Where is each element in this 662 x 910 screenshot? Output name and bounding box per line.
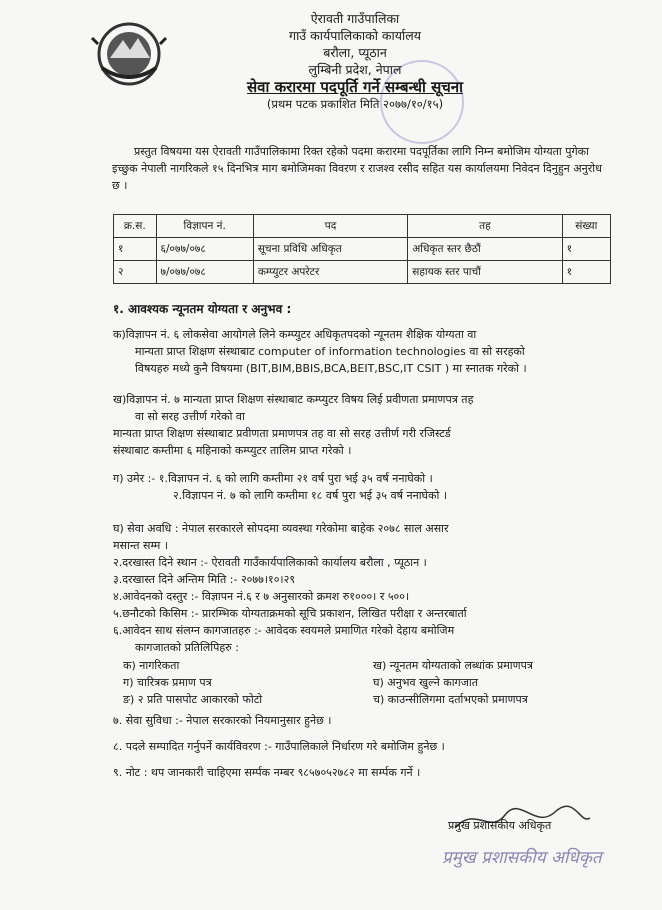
table-cell: ७/०७७/०७८: [156, 261, 253, 284]
designation-stamp: प्रमुख प्रशासकीय अधिकृत: [442, 848, 602, 868]
table-cell: सहायक स्तर पाचौं: [408, 261, 562, 284]
item-8: ८. पदले सम्पादित गर्नुपर्ने कार्यविवरण :- गाउँपालिकाले निर्धारण गरे बमोजिम हुनेछ ।: [113, 740, 445, 753]
document-item: ग) चारित्रक प्रमाण पत्र: [123, 676, 212, 689]
table-cell: ६/०७७/०७८: [156, 238, 253, 261]
list-item: ३.दरखास्त दिने अन्तिम मिति :- २०७७।१०।२९: [113, 573, 296, 586]
table-row: [114, 238, 611, 261]
required-documents: [113, 658, 613, 709]
requirement-line: ख)विज्ञापन नं. ७ मान्यता प्राप्त शिक्षण संस्थाबाट कम्प्युटर विषय लिई प्रवीणता प्रमाणपत्र तह: [113, 393, 474, 406]
letterhead: [190, 10, 520, 113]
document-row: [113, 658, 613, 675]
requirement-line: क)विज्ञापन नं. ६ लोकसेवा आयोगले लिने कम्प्युटर अधिकृतपदको न्यूनतम शैक्षिक योग्यता वा: [113, 328, 477, 341]
list-item: घ) सेवा अवधि : नेपाल सरकारले सोपदमा व्यवस्था गरेकोमा बाहेक २०७८ साल असार: [113, 522, 449, 535]
col-post: पद: [253, 215, 407, 238]
list-item: ४.आवेदनको दस्तुर :- विज्ञापन नं.६ र ७ अनुसारको क्रमश रु१०००। र ५००।: [113, 590, 410, 603]
office-name: गाउँ कार्यपालिकाको कार्यालय: [289, 28, 421, 43]
table-cell: सूचना प्रविधि अधिकृत: [253, 238, 407, 261]
col-sn: क्र.स.: [114, 215, 157, 238]
requirement-line: मान्यता प्राप्त शिक्षण संस्थाबाट computer of information technologies वा सो सरहको: [135, 345, 525, 358]
list-item: कागजातको प्रतिलिपिहरु :: [135, 641, 239, 654]
col-level: तह: [408, 215, 562, 238]
notice-title: सेवा करारमा पदपूर्ति गर्ने सम्बन्धी सूचना: [247, 78, 463, 96]
requirement-line: वा सो सरह उत्तीर्ण गरेको वा: [135, 410, 245, 423]
notice-subtitle: (प्रथम पटक प्रकाशित मिति २०७७/१०/१५): [266, 97, 444, 111]
table-cell: १: [114, 238, 157, 261]
list-item: ५.छनौटको किसिम :- प्रारम्भिक योग्यताक्रमको सूचि प्रकाशन, लिखित परीक्षा र अन्तरबार्ता: [113, 607, 467, 620]
government-emblem: [88, 18, 170, 90]
document-item: क) नागरिकता: [123, 659, 180, 672]
table-cell: १: [562, 261, 610, 284]
office-address: बरौला, प्यूठान: [323, 45, 387, 60]
document-item: घ) अनुभव खुल्ने कागजात: [373, 676, 479, 689]
document-row: [113, 675, 613, 692]
requirement-line: मान्यता प्राप्त शिक्षण संस्थाबाट प्रवीणता प्रमाणपत्र तह वा सो सरह उत्तीर्ण गरी रजिस्टर्ड: [113, 427, 451, 440]
requirement-line: विषयहरु मध्ये कुनै विषयमा (BIT,BIM,BBIS,BCA,BEIT,BSC,IT CSIT ) मा स्नातक गरेको ।: [135, 362, 527, 375]
item-7: ७. सेवा सुविधा :- नेपाल सरकारको नियमानुसार हुनेछ ।: [113, 714, 332, 727]
province: लुम्बिनी प्रदेश, नेपाल: [308, 62, 402, 77]
requirement-ka: [113, 326, 613, 377]
requirement-line: संस्थाबाट कम्तीमा ६ महिनाको कम्प्युटर तालिम प्राप्त गरेको ।: [113, 444, 352, 457]
signatory-title: प्रमुख प्रशासकीय अधिकृत: [448, 819, 552, 832]
table-cell: २: [114, 261, 157, 284]
col-count: संख्या: [562, 215, 610, 238]
vacancy-table: [113, 214, 611, 284]
table-cell: १: [562, 238, 610, 261]
list-item: मसान्त सम्म ।: [113, 539, 168, 552]
table-row: [114, 261, 611, 284]
requirement-kha: [113, 391, 613, 459]
section-qualification-title: १. आवश्यक न्यूनतम योग्यता र अनुभव :: [113, 302, 292, 316]
document-item: ङ) २ प्रति पासपोट आकारको फोटो: [123, 693, 263, 706]
document-item: ख) न्यूनतम योग्यताको लब्धांक प्रमाणपत्र: [373, 659, 533, 672]
col-ad-no: विज्ञापन नं.: [156, 215, 253, 238]
notice-details-list: [113, 520, 633, 656]
document-item: च) काउन्सीलिगमा दर्ताभएको प्रमाणपत्र: [373, 693, 528, 706]
age-line: २.विज्ञापन नं. ७ को लागि कम्तीमा १८ वर्ष पुरा भई ३५ वर्ष ननाघेको ।: [173, 489, 448, 502]
intro-paragraph: प्रस्तुत विषयमा यस ऐरावती गाउँपालिकामा रिक्त रहेको पदमा करारमा पदपूर्तिका लागि निम्न बमोजिम योग्यता पुगेका इच्छुक नेपाली नागरिकले १५ दिनभित्र माग बमोजिमका विवरण र राजश्व रसीद सहित यस कार्यालयमा निवेदन दिनुहुन अनुरोध छ ।: [112, 145, 602, 192]
document-row: [113, 692, 613, 709]
list-item: २.दरखास्त दिने स्थान :- ऐरावती गाउँकार्यपालिकाको कार्यालय बरौला , प्यूठान ।: [113, 556, 427, 569]
list-item: ६.आवेदन साथ संलग्न कागजातहरु :- आवेदक स्वयमले प्रमाणित गरेको देहाय बमोजिम: [113, 624, 455, 637]
municipality-name: ऐरावती गाउँपालिका: [310, 11, 400, 26]
requirement-age: [113, 470, 633, 504]
table-cell: कम्प्युटर अपरेटर: [253, 261, 407, 284]
age-line: ग) उमेर :- १.विज्ञापन नं. ६ को लागि कम्तीमा २१ वर्ष पुरा भई ३५ वर्ष ननाघेको ।: [113, 472, 433, 485]
item-9: ९. नोट : थप जानकारी चाहिएमा सर्म्पक नम्बर ९८५७०५२७८२ मा सर्म्पक गर्ने ।: [113, 766, 421, 779]
table-cell: अधिकृत स्तर छैठौं: [408, 238, 562, 261]
